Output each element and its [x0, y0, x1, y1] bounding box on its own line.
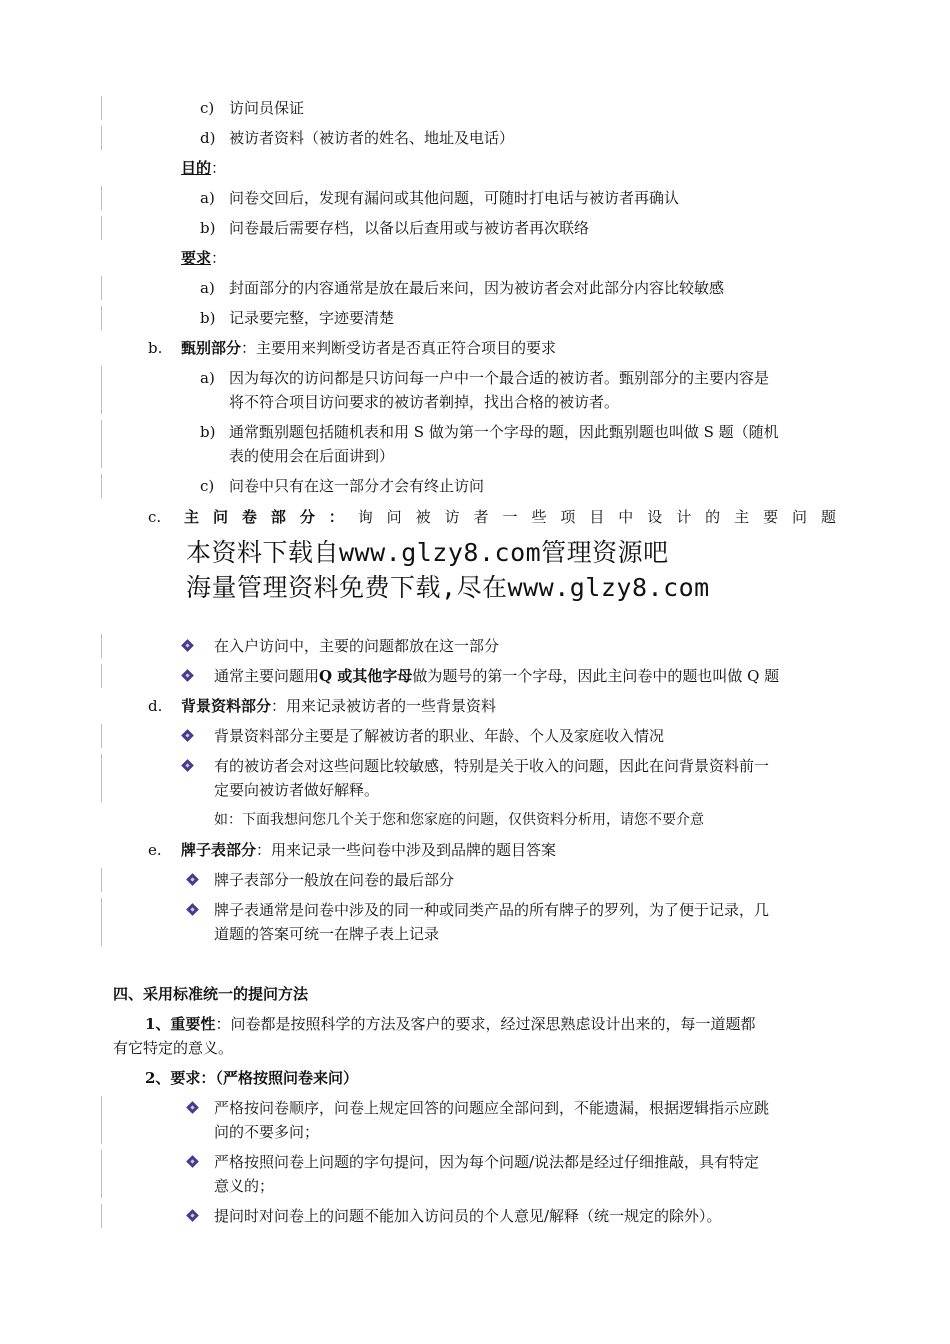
list-item-continued: 将不符合项目访问要求的被访者剃掉，找出合格的被访者。: [229, 393, 620, 411]
importance-text: ：问卷都是按照科学的方法及客户的要求，经过深思熟虑设计出来的，每一道题都: [215, 1015, 756, 1033]
list-item: 被访者资料（被访者的姓名、地址及电话）: [229, 129, 515, 147]
bullet-item: 提问时对问卷上的问题不能加入访问员的个人意见/解释（统一规定的除外）。: [214, 1207, 722, 1225]
main-part-title-char: 主: [184, 508, 200, 526]
revision-bar: [101, 474, 102, 498]
revision-bar: [101, 664, 102, 688]
main-part-heading: [184, 505, 836, 529]
section-heading: 四、采用标准统一的提问方法: [113, 985, 309, 1003]
main-part-desc-char: 被: [415, 508, 431, 526]
section-marker: e.: [148, 841, 162, 859]
diamond-bullet-icon: [186, 903, 199, 916]
brand-heading: [181, 838, 556, 862]
main-part-desc-char: 计: [676, 508, 692, 526]
main-part-desc-char: 者: [473, 508, 489, 526]
watermark-line-2: 海量管理资料免费下载,尽在www.glzy8.com: [186, 573, 710, 602]
revision-bar: [101, 1150, 102, 1198]
bullet-item: 严格按照问卷上问题的字句提问，因为每个问题/说法都是经过仔细推敲，具有特定: [214, 1153, 760, 1171]
main-part-desc-char: 些: [531, 508, 547, 526]
revision-bar: [101, 420, 102, 468]
example-text: 如：下面我想问您几个关于您和您家庭的问题，仅供资料分析用，请您不要介意: [214, 812, 704, 828]
bullet-item: 牌子表通常是问卷中涉及的同一种或同类产品的所有牌子的罗列，为了便于记录，几: [214, 901, 770, 919]
list-marker: d): [200, 129, 216, 147]
diamond-bullet-icon: [181, 639, 194, 652]
section-marker: c.: [148, 508, 162, 526]
main-part-desc-char: 项: [560, 508, 576, 526]
bullet-text: 通常主要问题用: [214, 667, 320, 685]
screening-desc: ：主要用来判断受访者是否真正符合项目的要求: [241, 339, 557, 357]
revision-bar: [101, 868, 102, 892]
bullet-item-continued: 定要向被访者做好解释。: [214, 781, 380, 799]
diamond-bullet-icon: [181, 759, 194, 772]
screening-heading: [181, 336, 556, 360]
revision-bar: [101, 634, 102, 658]
list-item: 记录要完整，字迹要清楚: [229, 309, 395, 327]
revision-bar: [101, 96, 102, 120]
list-item: 访问员保证: [229, 99, 305, 117]
main-part-title-char: 问: [212, 508, 228, 526]
importance-paragraph: [145, 1012, 755, 1036]
diamond-bullet-icon: [186, 1209, 199, 1222]
revision-bar: [101, 306, 102, 330]
bullet-item-continued: 道题的答案可统一在牌子表上记录: [214, 925, 440, 943]
list-marker: b): [200, 423, 216, 441]
requirement-heading: [181, 246, 226, 270]
main-part-desc-char: 访: [444, 508, 460, 526]
bullet-item-continued: 问的不要多问；: [214, 1123, 320, 1141]
bullet-item: 背景资料部分主要是了解被访者的职业、年龄、个人及家庭收入情况: [214, 727, 665, 745]
list-marker: a): [200, 369, 215, 387]
revision-bar: [101, 126, 102, 150]
list-item: 问卷最后需要存档，以备以后查用或与被访者再次联络: [229, 219, 590, 237]
revision-bar: [101, 216, 102, 240]
bullet-item: 有的被访者会对这些问题比较敏感，特别是关于收入的问题，因此在问背景资料前一: [214, 757, 770, 775]
list-item-continued: 表的使用会在后面讲到）: [229, 447, 395, 465]
list-item: 封面部分的内容通常是放在最后来问，因为被访者会对此部分内容比较敏感: [229, 279, 725, 297]
bullet-item: 牌子表部分一般放在问卷的最后部分: [214, 871, 455, 889]
brand-title: 牌子表部分: [181, 841, 257, 859]
revision-bar: [101, 754, 102, 802]
importance-continued: 有它特定的意义。: [113, 1039, 234, 1057]
requirement-title: 2、要求：（严格按照问卷来问）: [145, 1069, 358, 1087]
diamond-bullet-icon: [181, 669, 194, 682]
main-part-desc-char: 一: [502, 508, 518, 526]
bullet-text: 做为题号的第一个字母，因此主问卷中的题也叫做 Q 题: [412, 667, 780, 685]
list-marker: c): [200, 99, 215, 117]
main-part-title-char: ：: [328, 508, 344, 526]
revision-bar: [101, 366, 102, 414]
main-part-desc-char: 问: [386, 508, 402, 526]
bullet-bold-text: Q 或其他字母: [319, 667, 413, 685]
diamond-bullet-icon: [186, 873, 199, 886]
main-part-title-char: 部: [270, 508, 286, 526]
main-part-title-char: 分: [299, 508, 315, 526]
main-part-desc-char: 目: [589, 508, 605, 526]
list-item: 问卷交回后，发现有漏问或其他问题，可随时打电话与被访者再确认: [229, 189, 680, 207]
revision-bar: [101, 724, 102, 748]
background-title: 背景资料部分: [181, 697, 272, 715]
requirement-colon: ：: [211, 249, 227, 267]
main-part-title-char: 卷: [241, 508, 257, 526]
purpose-heading: [181, 156, 226, 180]
main-part-desc-char: 题: [820, 508, 836, 526]
main-part-desc-char: 的: [705, 508, 721, 526]
importance-label: 1、重要性: [145, 1015, 216, 1033]
diamond-bullet-icon: [181, 729, 194, 742]
revision-bar: [101, 898, 102, 946]
list-item: 因为每次的访问都是只访问每一户中一个最合适的被访者。甄别部分的主要内容是: [229, 369, 770, 387]
list-marker: b): [200, 219, 216, 237]
main-part-desc-char: 问: [792, 508, 808, 526]
bullet-item: 严格按问卷顺序，问卷上规定回答的问题应全部问到，不能遗漏，根据逻辑指示应跳: [214, 1099, 770, 1117]
revision-bar: [101, 1096, 102, 1144]
list-marker: c): [200, 477, 215, 495]
diamond-bullet-icon: [186, 1155, 199, 1168]
bullet-item-continued: 意义的；: [214, 1177, 275, 1195]
main-part-desc-char: 中: [618, 508, 634, 526]
revision-bar: [101, 1204, 102, 1228]
background-heading: [181, 694, 496, 718]
main-part-desc-char: 要: [763, 508, 779, 526]
purpose-colon: ：: [211, 159, 227, 177]
list-marker: b): [200, 309, 216, 327]
revision-bar: [101, 186, 102, 210]
list-marker: a): [200, 189, 215, 207]
section-marker: b.: [148, 339, 163, 357]
revision-bar: [101, 276, 102, 300]
main-part-desc-char: 设: [647, 508, 663, 526]
requirement-label: 要求: [181, 249, 212, 267]
list-item: 通常甄别题包括随机表和用 S 做为第一个字母的题，因此甄别题也叫做 S 题（随机: [229, 423, 779, 441]
purpose-label: 目的: [181, 159, 212, 177]
list-marker: a): [200, 279, 215, 297]
main-part-desc-char: 询: [357, 508, 373, 526]
bullet-item: 在入户访问中，主要的问题都放在这一部分: [214, 637, 500, 655]
screening-title: 甄别部分: [181, 339, 242, 357]
bullet-item: [214, 664, 779, 688]
brand-desc: ：用来记录一些问卷中涉及到品牌的题目答案: [256, 841, 557, 859]
main-part-desc-char: 主: [734, 508, 750, 526]
section-marker: d.: [148, 697, 163, 715]
list-item: 问卷中只有在这一部分才会有终止访问: [229, 477, 485, 495]
diamond-bullet-icon: [186, 1101, 199, 1114]
watermark-line-1: 本资料下载自www.glzy8.com管理资源吧: [186, 538, 669, 567]
background-desc: ：用来记录被访者的一些背景资料: [271, 697, 497, 715]
